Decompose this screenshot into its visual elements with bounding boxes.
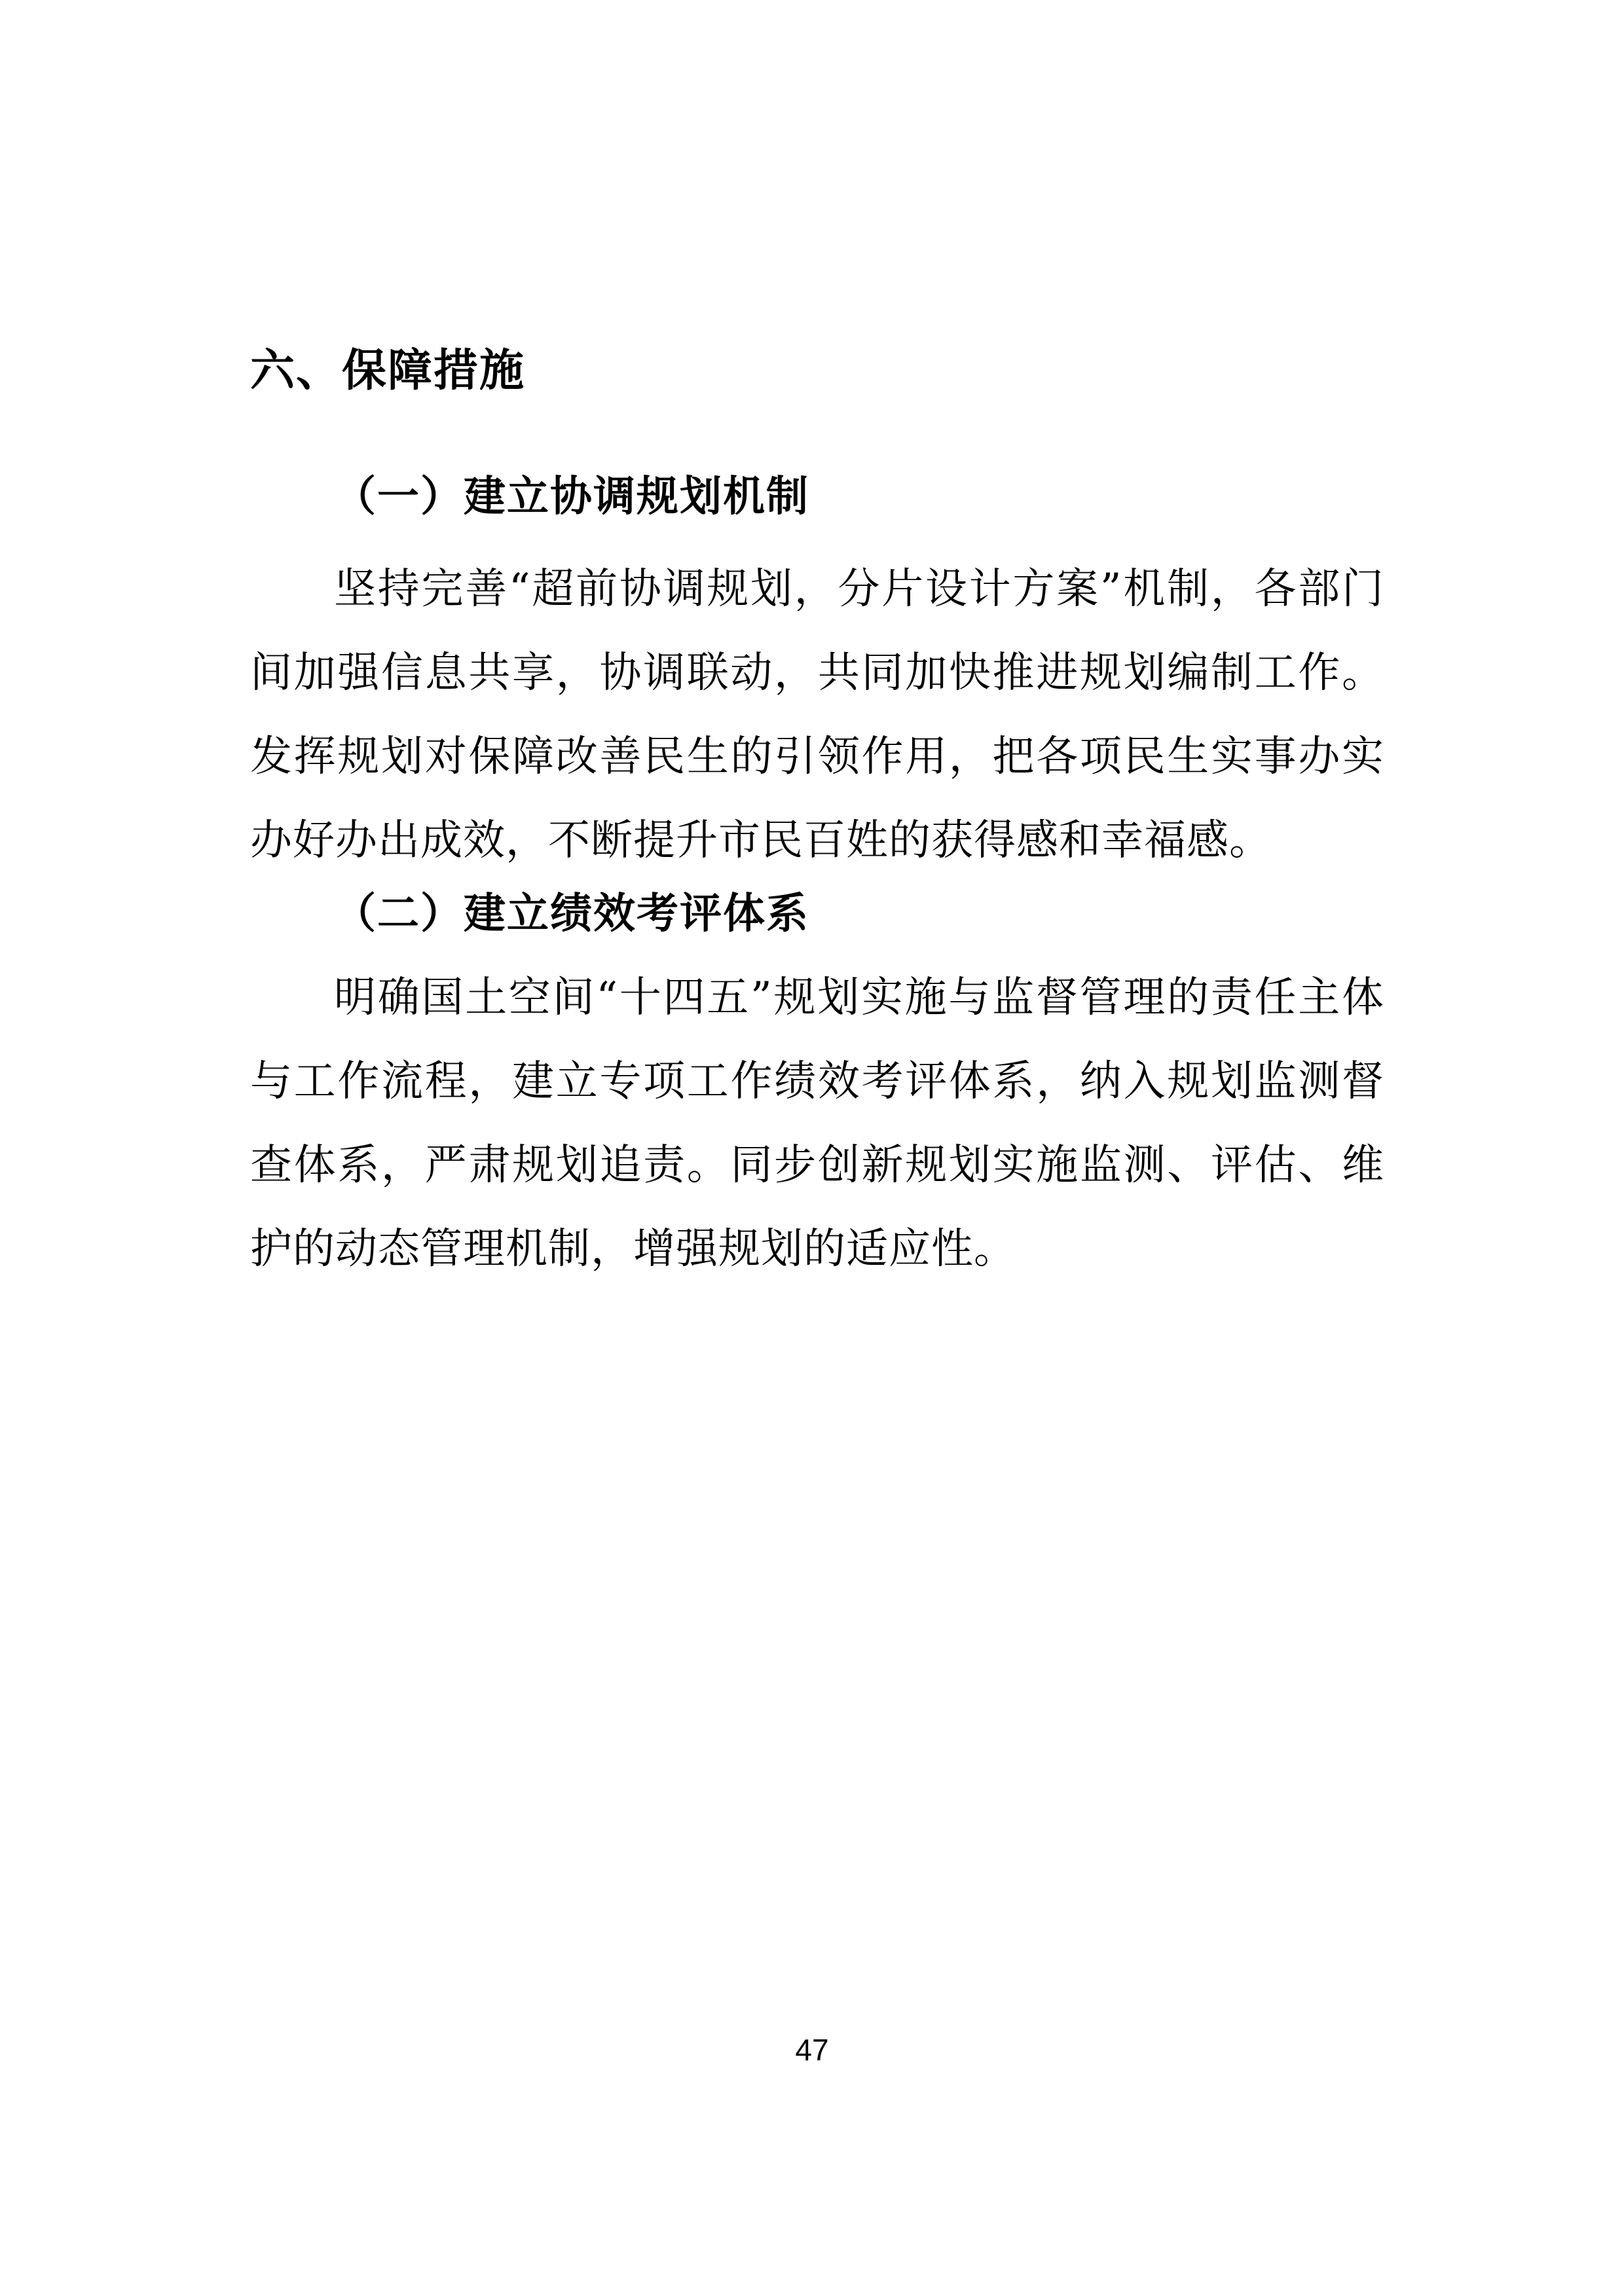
subsection-heading-1: （一）建立协调规划机制 xyxy=(334,472,809,521)
document-body xyxy=(250,0,1384,1291)
subsection-paragraph-1: 坚持完善“超前协调规划，分片设计方案”机制，各部门间加强信息共享，协调联动，共同加快推进规划编制工作。发挥规划对保障改善民生的引领作用，把各项民生实事办实办好办出成效，不断提升市民百姓的获得感和幸福感。 xyxy=(250,565,1384,865)
page-number: 47 xyxy=(795,2033,829,2067)
subsection-heading-2: （二）建立绩效考评体系 xyxy=(334,889,809,938)
subsection-paragraph-2: 明确国土空间“十四五”规划实施与监督管理的责任主体与工作流程，建立专项工作绩效考评体系，纳入规划监测督查体系，严肃规划追责。同步创新规划实施监测、评估、维护的动态管理机制，增强规划的适应性。 xyxy=(250,974,1384,1273)
section-heading: 六、保障措施 xyxy=(250,346,526,395)
